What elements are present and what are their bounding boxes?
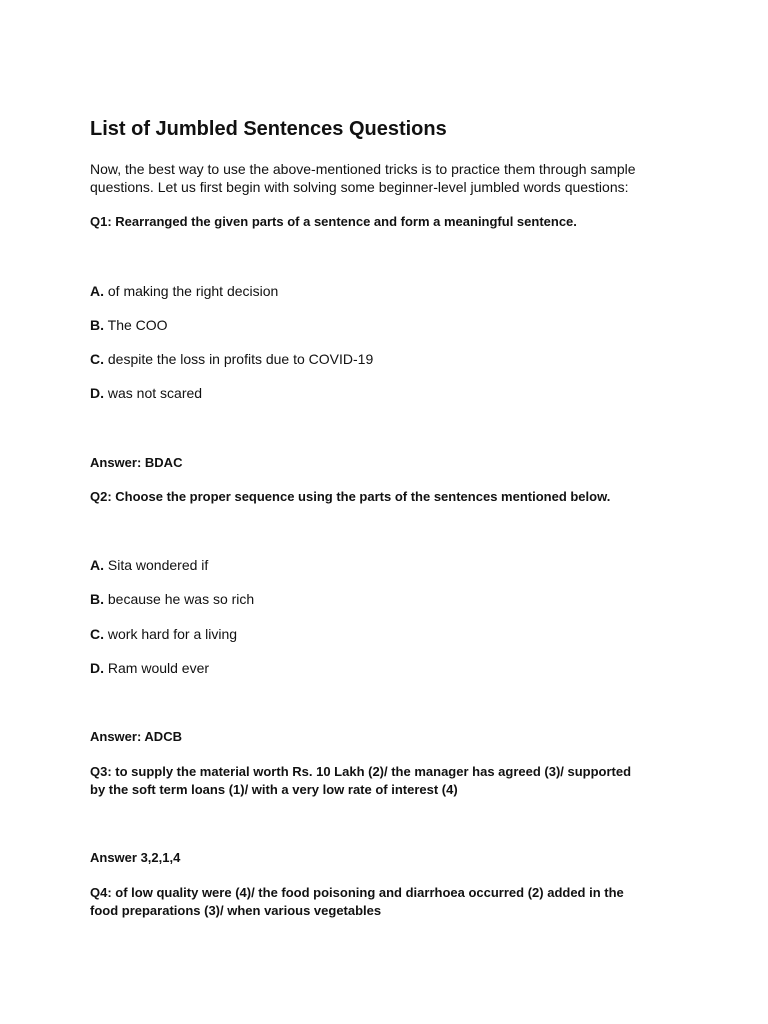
question-1: Q1: Rearranged the given parts of a sentence and form a meaningful sentence.	[90, 214, 577, 229]
intro-paragraph	[90, 160, 636, 196]
option-letter: A.	[90, 283, 104, 299]
option-letter: A.	[90, 557, 104, 573]
option-letter: C.	[90, 626, 104, 642]
option-text: Sita wondered if	[107, 557, 209, 573]
q1-option-c	[90, 351, 373, 367]
q1-option-d	[90, 385, 202, 401]
option-text: was not scared	[107, 385, 203, 401]
q2-option-b	[90, 591, 254, 607]
option-text: of making the right decision	[107, 283, 279, 299]
question-line: by the soft term loans (1)/ with a very low rate of interest (4)	[90, 782, 458, 797]
question-4	[90, 884, 624, 920]
q1-option-a	[90, 283, 278, 299]
page-title: List of Jumbled Sentences Questions	[90, 118, 447, 140]
intro-line: Now, the best way to use the above-mentioned tricks is to practice them through sample	[90, 161, 636, 177]
q2-option-a	[90, 557, 208, 573]
option-text: because he was so rich	[107, 591, 255, 607]
q3-answer: Answer 3,2,1,4	[90, 850, 181, 865]
intro-line: questions. Let us first begin with solving some beginner-level jumbled words questions:	[90, 179, 629, 195]
option-text: work hard for a living	[107, 626, 238, 642]
question-3	[90, 763, 631, 799]
option-text: Ram would ever	[107, 660, 210, 676]
question-line: Q3: to supply the material worth Rs. 10 Lakh (2)/ the manager has agreed (3)/ supported	[90, 764, 632, 779]
question-2: Q2: Choose the proper sequence using the parts of the sentences mentioned below.	[90, 489, 611, 504]
option-letter: B.	[90, 317, 104, 333]
option-letter: B.	[90, 591, 104, 607]
option-text: despite the loss in profits due to COVID-19	[107, 351, 374, 367]
q2-option-c	[90, 626, 237, 642]
option-letter: D.	[90, 385, 104, 401]
option-text: The COO	[107, 317, 168, 333]
option-letter: C.	[90, 351, 104, 367]
q1-option-b	[90, 317, 168, 333]
question-line: food preparations (3)/ when various vegetables	[90, 903, 382, 918]
q2-option-d	[90, 660, 209, 676]
question-line: Q4: of low quality were (4)/ the food poisoning and diarrhoea occurred (2) added in the	[90, 885, 624, 900]
q1-answer: Answer: BDAC	[90, 455, 183, 470]
q2-answer: Answer: ADCB	[90, 729, 182, 744]
option-letter: D.	[90, 660, 104, 676]
